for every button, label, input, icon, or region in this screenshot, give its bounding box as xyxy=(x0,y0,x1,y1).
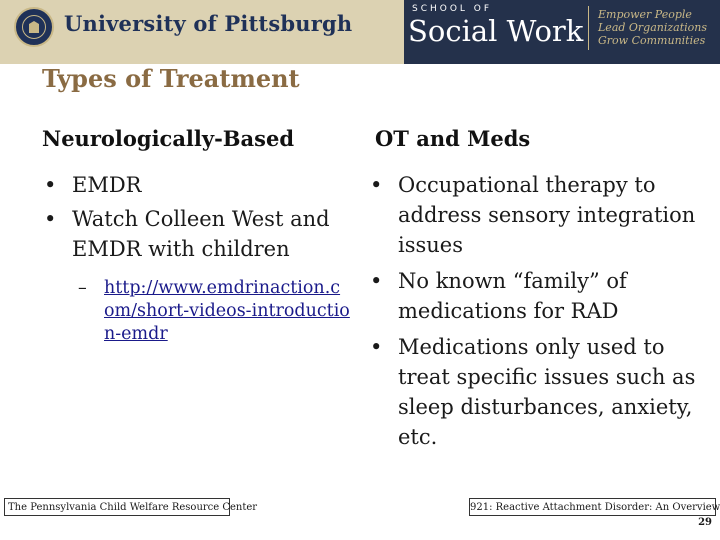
bullet-icon: • xyxy=(370,335,383,359)
bullet-icon: • xyxy=(44,207,57,231)
header-divider xyxy=(588,6,589,50)
bullet-icon: • xyxy=(44,173,57,197)
list-item xyxy=(42,204,362,264)
footer-organization: The Pennsylvania Child Welfare Resource Center xyxy=(4,498,230,516)
page-number: 29 xyxy=(698,517,712,528)
bullet-text: EMDR xyxy=(72,173,142,197)
right-column-heading: OT and Meds xyxy=(375,126,531,151)
bullet-icon: • xyxy=(370,173,383,197)
tagline-line-1: Empower People xyxy=(598,8,692,21)
list-item xyxy=(368,332,698,452)
university-name: University of Pittsburgh xyxy=(64,11,353,36)
left-bullet-list xyxy=(42,170,362,268)
bullet-icon: • xyxy=(370,269,383,293)
school-name: Social Work xyxy=(408,14,584,48)
dash-icon: – xyxy=(78,278,87,298)
bullet-text: Medications only used to treat specific issues such as sleep disturbances, anxiety, etc. xyxy=(398,335,696,449)
university-banner xyxy=(0,0,404,64)
list-item xyxy=(42,170,362,200)
slide-title: Types of Treatment xyxy=(42,64,300,93)
footer-course-title: 921: Reactive Attachment Disorder: An Overview xyxy=(469,498,716,516)
bullet-text: Occupational therapy to address sensory integration issues xyxy=(398,173,696,257)
tagline-line-3: Grow Communities xyxy=(598,34,706,47)
left-column-heading: Neurologically-Based xyxy=(42,126,295,151)
tagline-line-2: Lead Organizations xyxy=(598,21,708,34)
university-seal-icon xyxy=(14,7,54,47)
school-label: SCHOOL OF xyxy=(412,4,493,14)
bullet-text: Watch Colleen West and EMDR with children xyxy=(72,207,330,261)
list-item xyxy=(368,266,698,326)
bullet-text: No known “family” of medications for RAD xyxy=(398,269,627,323)
list-item xyxy=(368,170,698,260)
emdr-video-link[interactable]: http://www.emdrinaction.com/short-videos-introduction-emdr xyxy=(104,278,350,344)
list-item xyxy=(78,277,350,346)
right-bullet-list xyxy=(368,170,698,458)
left-sub-list xyxy=(78,277,350,346)
